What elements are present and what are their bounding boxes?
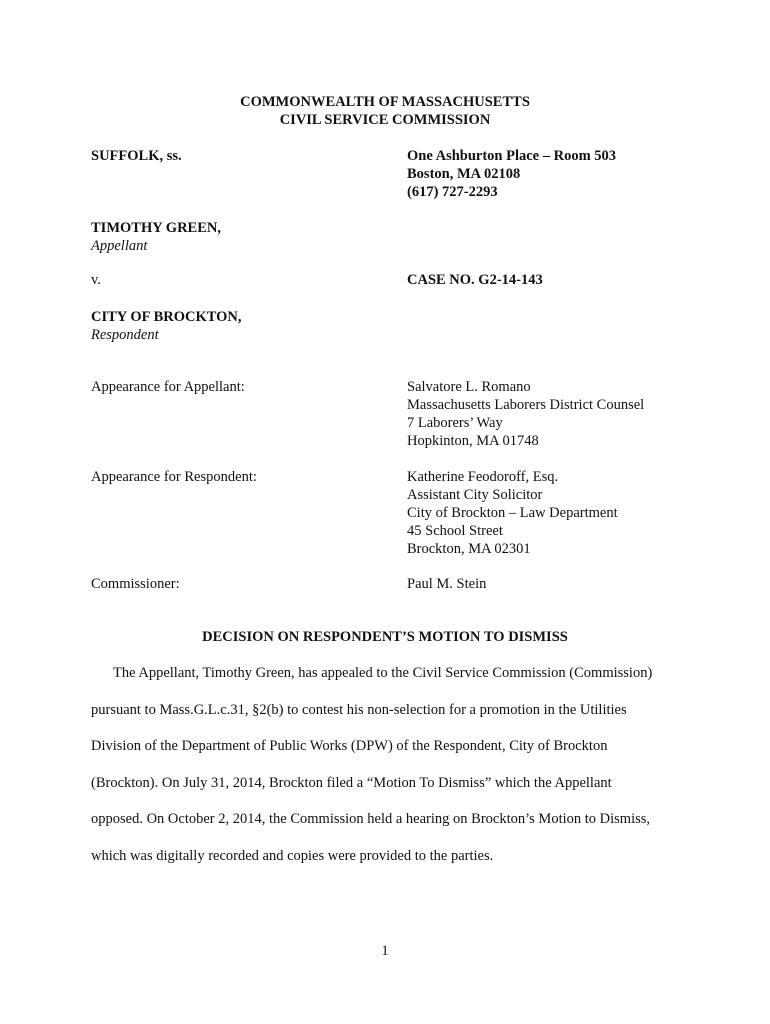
appellant-block (91, 219, 221, 255)
commission-address (407, 147, 616, 201)
case-number: CASE NO. G2-14-143 (407, 272, 543, 288)
appellant-counsel (407, 378, 644, 450)
respondent-appearance-label: Appearance for Respondent: (91, 469, 257, 485)
counsel-line: Katherine Feodoroff, Esq. (407, 469, 559, 485)
appellant-name: TIMOTHY GREEN, (91, 220, 221, 236)
appellant-appearance-label: Appearance for Appellant: (91, 379, 245, 395)
respondent-block (91, 308, 242, 344)
appellant-role: Appellant (91, 238, 148, 254)
paragraph-line: pursuant to Mass.G.L.c.31, §2(b) to contest his non-selection for a promotion in the Utilities (91, 701, 627, 718)
counsel-line: Massachusetts Laborers District Counsel (407, 397, 645, 413)
counsel-line: City of Brockton – Law Department (407, 505, 618, 521)
address-line: One Ashburton Place – Room 503 (407, 148, 617, 164)
counsel-line: Brockton, MA 02301 (407, 541, 531, 557)
header-commonwealth: COMMONWEALTH OF MASSACHUSETTS (240, 94, 530, 110)
counsel-line: 45 School Street (407, 523, 503, 539)
paragraph-line: (Brockton). On July 31, 2014, Brockton filed a “Motion To Dismiss” which the Appellant (91, 774, 612, 791)
counsel-line: Hopkinton, MA 01748 (407, 433, 539, 449)
commissioner-label: Commissioner: (91, 576, 180, 592)
county-label: SUFFOLK, ss. (91, 148, 182, 164)
paragraph-line: Division of the Department of Public Works (DPW) of the Respondent, City of Brockton (91, 738, 608, 754)
paragraph-line: which was digitally recorded and copies were provided to the parties. (91, 847, 494, 864)
counsel-line: Assistant City Solicitor (407, 487, 543, 503)
paragraph-line: The Appellant, Timothy Green, has appealed to the Civil Service Commission (Commission) (113, 665, 653, 681)
document-header (0, 93, 770, 129)
counsel-line: 7 Laborers’ Way (407, 415, 503, 431)
counsel-line: Salvatore L. Romano (407, 379, 531, 395)
respondent-counsel (407, 468, 618, 558)
page-number: 1 (381, 943, 389, 959)
address-line: (617) 727-2293 (407, 184, 498, 200)
decision-paragraph (91, 655, 652, 874)
versus: v. (91, 272, 101, 288)
address-line: Boston, MA 02108 (407, 166, 521, 182)
paragraph-line: opposed. On October 2, 2014, the Commission held a hearing on Brockton’s Motion to Dismiss, (91, 811, 651, 827)
decision-title: DECISION ON RESPONDENT’S MOTION TO DISMISS (202, 629, 568, 645)
respondent-role: Respondent (91, 327, 159, 343)
respondent-name: CITY OF BROCKTON, (91, 309, 242, 325)
commissioner-name: Paul M. Stein (407, 576, 487, 592)
header-commission: CIVIL SERVICE COMMISSION (279, 112, 491, 128)
